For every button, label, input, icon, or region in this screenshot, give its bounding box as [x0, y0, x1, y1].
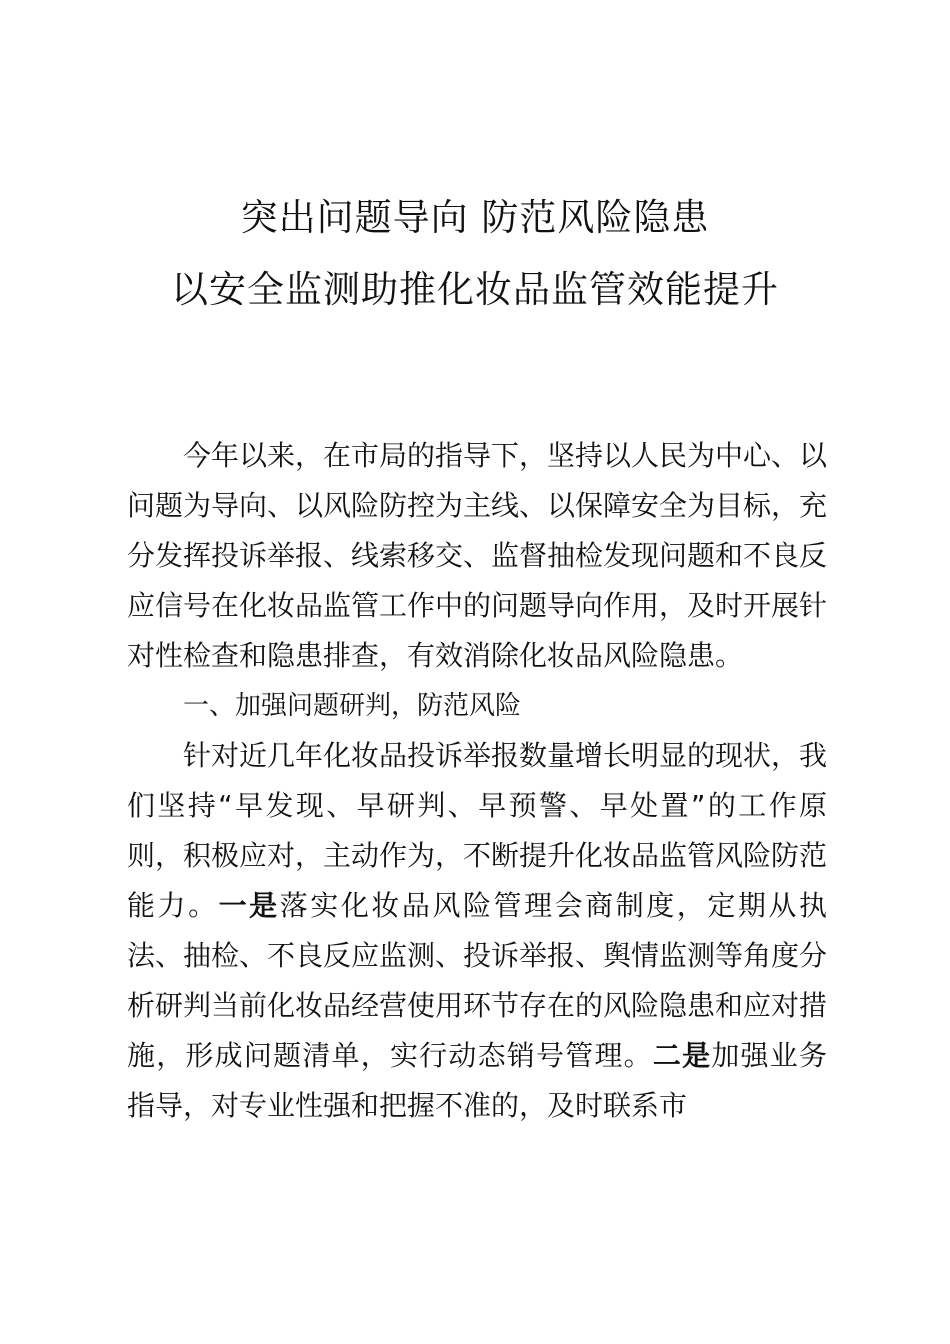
document-title-line-1: 突出问题导向 防范风险隐患 [240, 196, 710, 239]
paragraph-text: 落实化妆品风险管理会商制度，定期从执法、抽检、不良反应监测、投诉举报、舆情监测等角度分析研判当前化妆品经营使用环节存在的风险隐患和应对措施，形成问题清单，实行动态销号管理。 [127, 889, 828, 1072]
point-label-1: 一是 [218, 889, 280, 922]
section-1-paragraph [127, 731, 827, 1131]
document-title-line-2: 以安全监测助推化妆品监管效能提升 [171, 268, 779, 311]
document-body [127, 431, 827, 1131]
section-heading-1: 一、加强问题研判，防范风险 [183, 691, 522, 721]
point-label-2: 二是 [652, 1039, 712, 1072]
paragraph-text: 针对近几年化妆品投诉举报数量增长明显的现状，我们坚持“早发现、早研判、早预警、早处置”的工作原则，积极应对，主动作为，不断提升化妆品监管风险防范能力。 [127, 739, 828, 922]
paragraph-text: 加强业务指导，对专业性强和把握不准的，及时联系市 [127, 1039, 827, 1122]
intro-paragraph: 今年以来，在市局的指导下，坚持以人民为中心、以问题为导向、以风险防控为主线、以保障安全为目标，充分发挥投诉举报、线索移交、监督抽检发现问题和不良反应信号在化妆品监管工作中的问题导向作用，及时开展针对性检查和隐患排查，有效消除化妆品风险隐患。 [127, 439, 828, 672]
